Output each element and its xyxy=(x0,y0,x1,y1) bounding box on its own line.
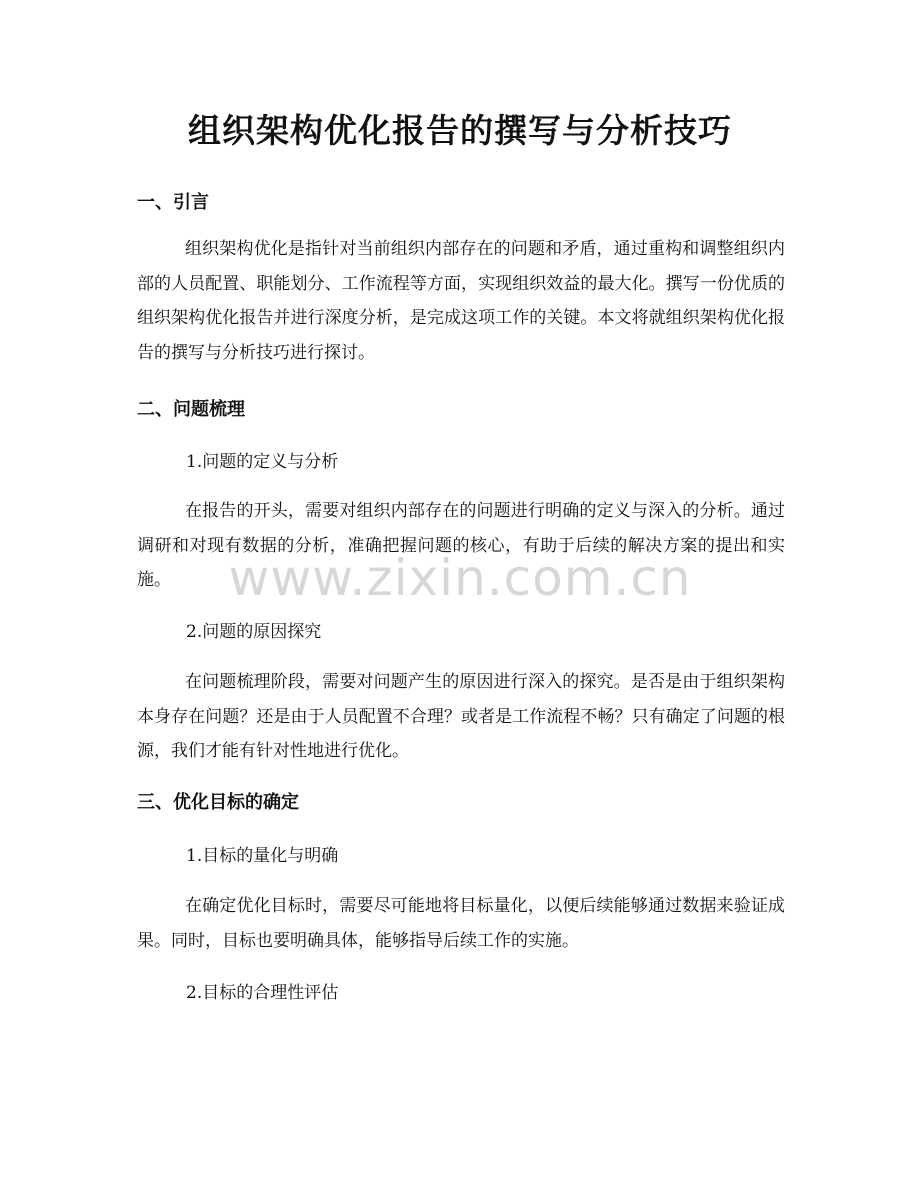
problem-definition-paragraph: 在报告的开头，需要对组织内部存在的问题进行明确的定义与深入的分析。通过调研和对现有数据的分析，准确把握问题的核心，有助于后续的解决方案的提出和实施。 xyxy=(137,501,785,591)
subheading-goal-quantification: 1.目标的量化与明确 xyxy=(186,846,339,866)
subheading-problem-causes: 2.问题的原因探究 xyxy=(186,622,322,642)
goal-quantification-paragraph: 在确定优化目标时，需要尽可能地将目标量化，以便后续能够通过数据来验证成果。同时，目标也要明确具体，能够指导后续工作的实施。 xyxy=(137,896,785,951)
section-heading-introduction: 一、引言 xyxy=(137,192,209,213)
introduction-paragraph: 组织架构优化是指针对当前组织内部存在的问题和矛盾，通过重构和调整组织内部的人员配置、职能划分、工作流程等方面，实现组织效益的最大化。撰写一份优质的组织架构优化报告并进行深度分析，是完成这项工作的关键。本文将就组织架构优化报告的撰写与分析技巧进行探讨。 xyxy=(137,239,785,364)
page-title: 组织架构优化报告的撰写与分析技巧 xyxy=(188,111,732,150)
section-heading-optimization-goals: 三、优化目标的确定 xyxy=(137,792,299,813)
problem-causes-paragraph: 在问题梳理阶段，需要对问题产生的原因进行深入的探究。是否是由于组织架构本身存在问题？还是由于人员配置不合理？或者是工作流程不畅？只有确定了问题的根源，我们才能有针对性地进行优化。 xyxy=(137,672,785,762)
subheading-problem-definition: 1.问题的定义与分析 xyxy=(186,452,339,472)
subheading-goal-evaluation: 2.目标的合理性评估 xyxy=(186,983,339,1003)
watermark: www.zixin.com.cn xyxy=(228,549,692,607)
section-heading-problem-review: 二、问题梳理 xyxy=(137,399,245,420)
